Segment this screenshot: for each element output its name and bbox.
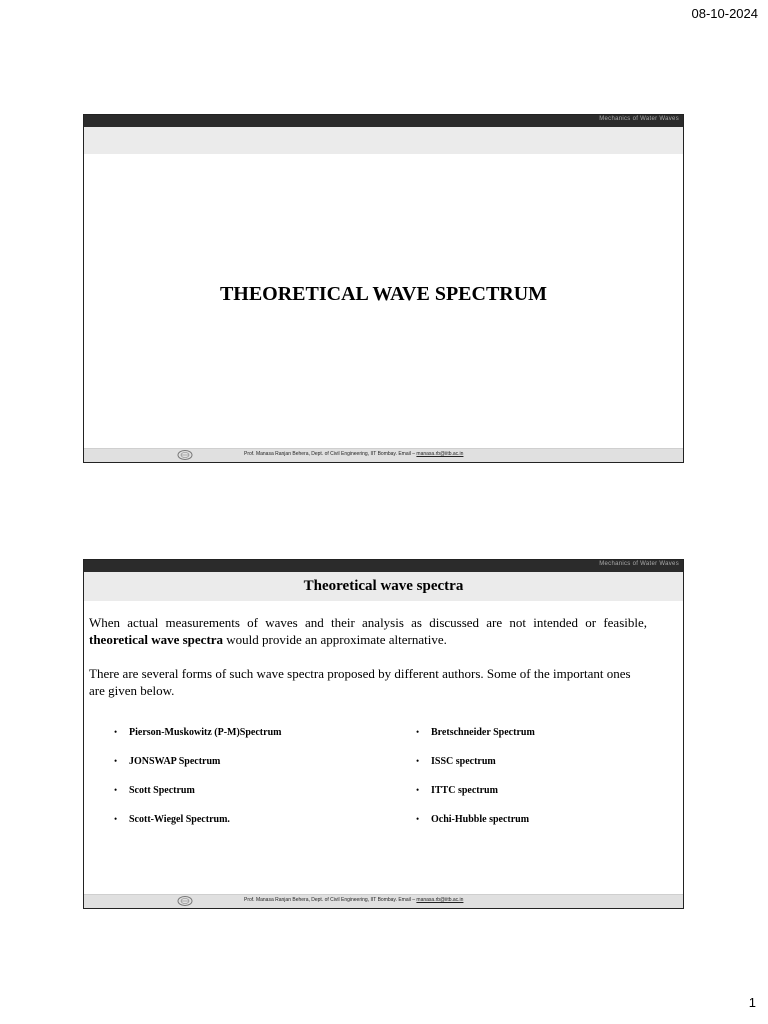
header-label: Mechanics of Water Waves	[599, 116, 679, 122]
list-item-label: JONSWAP Spectrum	[129, 756, 221, 767]
list-item-label: ISSC spectrum	[431, 756, 496, 767]
list-item	[416, 727, 535, 756]
list-item	[114, 785, 281, 814]
list-item	[114, 727, 281, 756]
bullet: •	[416, 727, 420, 737]
bullet: •	[114, 785, 118, 795]
slide-content	[83, 559, 684, 909]
slide-heading: Theoretical wave spectra	[303, 578, 464, 594]
list-item-label: ITTC spectrum	[431, 785, 498, 796]
slide-header-bar	[84, 115, 683, 127]
print-date: 08-10-2024	[691, 6, 758, 21]
footer-email-link[interactable]: manasa.rb@iitb.ac.in	[416, 451, 464, 457]
list-item	[416, 814, 535, 843]
intro-text-end: would provide an approximate alternative.	[223, 632, 447, 647]
footer-credit: Prof. Manasa Ranjan Behera, Dept. of Civil Engineering, IIT Bombay. Email –	[244, 897, 417, 903]
slide-header-bar	[84, 560, 683, 572]
list-item-label: Pierson-Muskowitz (P-M)Spectrum	[129, 727, 282, 738]
footer-text	[244, 897, 463, 903]
slide-footer	[84, 448, 683, 462]
bullet: •	[416, 785, 420, 795]
institute-logo-icon	[176, 896, 194, 906]
slide-footer	[84, 894, 683, 908]
bullet: •	[114, 756, 118, 766]
bullet: •	[114, 727, 118, 737]
page-number: 1	[748, 995, 756, 1010]
intro-bold-term: theoretical wave spectra	[89, 632, 224, 647]
list-item-label: Scott-Wiegel Spectrum.	[129, 814, 230, 825]
spectra-list-left	[114, 727, 281, 843]
bullet: •	[416, 814, 420, 824]
list-item-label: Bretschneider Spectrum	[431, 727, 535, 738]
slide-title-text: THEORETICAL WAVE SPECTRUM	[219, 283, 548, 305]
forms-paragraph: There are several forms of such wave spectra proposed by different authors. Some of the important ones are given below.	[89, 666, 631, 698]
slide-title	[83, 114, 684, 463]
intro-text-start: When actual measurements of waves and their analysis as discussed are not intended or feasible,	[89, 615, 647, 630]
bullet: •	[114, 814, 118, 824]
footer-credit: Prof. Manasa Ranjan Behera, Dept. of Civil Engineering, IIT Bombay. Email –	[244, 451, 417, 457]
list-item	[416, 785, 535, 814]
list-item	[114, 814, 281, 843]
list-item-label: Scott Spectrum	[129, 785, 195, 796]
institute-logo-icon	[176, 450, 194, 460]
list-item	[416, 756, 535, 785]
title-band	[84, 572, 683, 601]
bullet: •	[416, 756, 420, 766]
title-band	[84, 127, 683, 154]
list-item-label: Ochi-Hubble spectrum	[431, 814, 530, 825]
header-label: Mechanics of Water Waves	[599, 561, 679, 567]
spectra-list-right	[416, 727, 535, 843]
footer-email-link[interactable]: manasa.rb@iitb.ac.in	[416, 897, 464, 903]
intro-paragraph	[84, 614, 683, 648]
footer-text	[244, 451, 463, 457]
list-item	[114, 756, 281, 785]
